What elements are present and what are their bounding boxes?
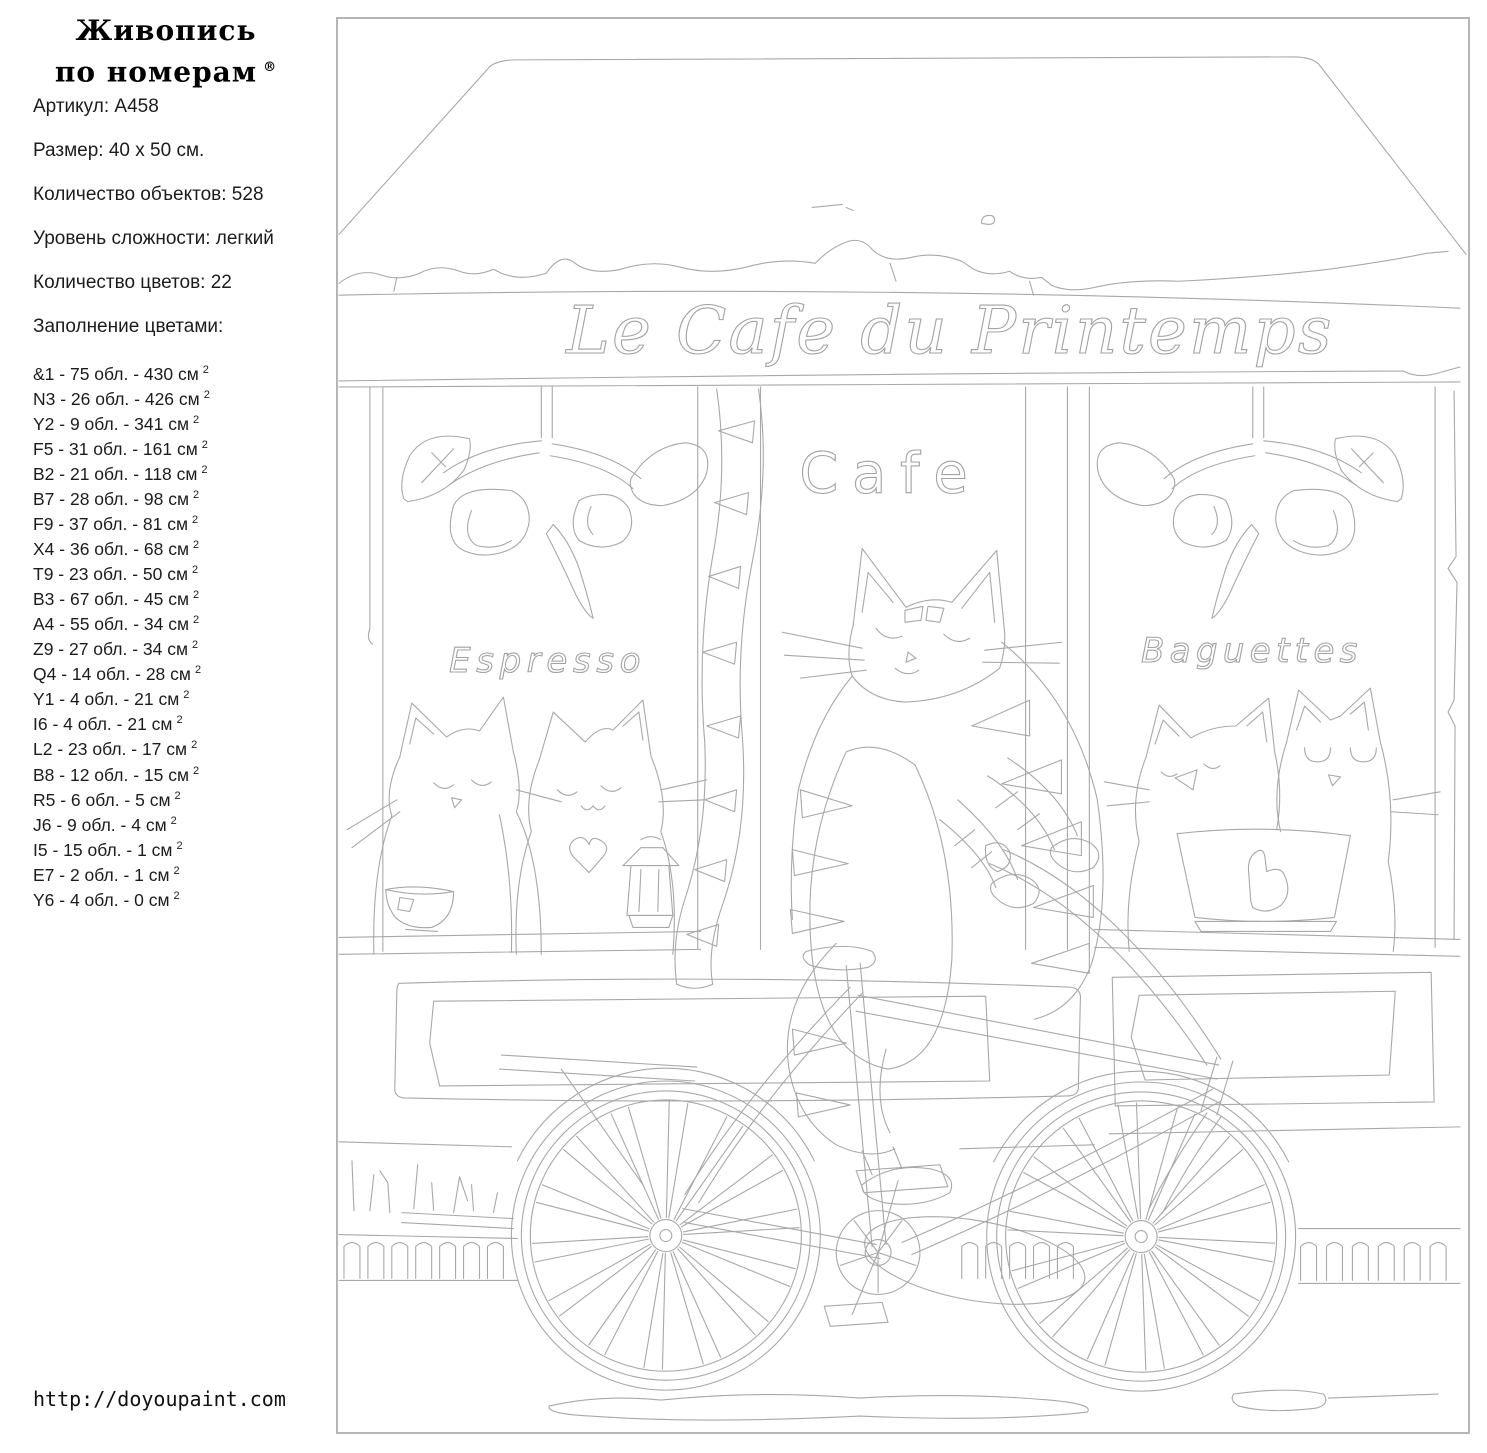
- product-info-panel: [0, 0, 336, 1453]
- color-fill-heading: Заполнение цветами:: [33, 316, 224, 337]
- awning-sign-text: Le Cafe du Printemps: [566, 292, 1334, 370]
- color-list-item: Q4 - 14 обл. - 28 см $^2$: [33, 664, 202, 685]
- spec-color-count: Количество цветов: 22: [33, 272, 232, 293]
- color-list-item: F5 - 31 обл. - 161 см $^2$: [33, 438, 208, 459]
- color-list-item: B3 - 67 обл. - 45 см $^2$: [33, 589, 200, 610]
- brand-line1: Живопись: [75, 14, 257, 47]
- color-list-item: I6 - 4 обл. - 21 см $^2$: [33, 714, 183, 735]
- middle-window: [799, 442, 976, 507]
- chain-guard: [858, 1202, 1092, 1319]
- handlebar: [990, 850, 1221, 1065]
- spec-article: Артикул: A458: [33, 96, 159, 117]
- front-wheel: [987, 1071, 1296, 1391]
- saddle: [803, 946, 875, 970]
- bicycle: [499, 843, 1295, 1391]
- espresso-sign-text: Espresso: [449, 641, 644, 681]
- color-list-item: B7 - 28 обл. - 98 см $^2$: [33, 488, 200, 509]
- brand-logo: [38, 12, 294, 90]
- spec-object-count: Количество объектов: 528: [33, 184, 264, 205]
- rear-wheel: [511, 1068, 820, 1390]
- awning-sign: [339, 291, 1460, 381]
- painting-canvas: [336, 17, 1470, 1434]
- color-list-item: X4 - 36 обл. - 68 см $^2$: [33, 539, 200, 560]
- color-list-item: E7 - 2 обл. - 1 см $^2$: [33, 864, 180, 885]
- color-list-item: T9 - 23 обл. - 50 см $^2$: [33, 564, 199, 585]
- color-list-item: B8 - 12 обл. - 15 см $^2$: [33, 764, 200, 785]
- spec-size: Размер: 40 х 50 см.: [33, 140, 205, 161]
- spec-difficulty: Уровень сложности: легкий: [33, 228, 274, 249]
- color-list-item: Y1 - 4 обл. - 21 см $^2$: [33, 689, 190, 710]
- cafe-sign-text: Cafe: [799, 441, 977, 507]
- color-list-item: Y2 - 9 обл. - 341 см $^2$: [33, 413, 200, 434]
- color-list-item: &1 - 75 обл. - 430 см $^2$: [33, 363, 209, 384]
- bike-frame: [499, 843, 1232, 1259]
- registered-mark: ®: [263, 60, 278, 75]
- right-window: [1097, 387, 1440, 951]
- coffee-cup: [386, 887, 454, 931]
- color-list-item: R5 - 6 обл. - 5 см $^2$: [33, 789, 181, 810]
- website-url: http://doyoupaint.com: [33, 1387, 286, 1411]
- color-list-item: A4 - 55 обл. - 34 см $^2$: [33, 614, 200, 635]
- color-list-item: I5 - 15 обл. - 1 см $^2$: [33, 839, 183, 860]
- art-nouveau-decor-left: [402, 387, 708, 618]
- storefront-frame: [339, 382, 1460, 1420]
- baguettes-sign-text: Baguettes: [1141, 631, 1361, 671]
- brand-line2: по номерам ®: [54, 55, 278, 89]
- color-list-item: L2 - 23 обл. - 17 см $^2$: [33, 739, 198, 760]
- left-window: [347, 387, 708, 954]
- rear-wheel-spokes: [533, 1102, 800, 1369]
- color-list-item: N3 - 26 обл. - 426 см $^2$: [33, 388, 210, 409]
- crank-and-pedals: [824, 1165, 1091, 1327]
- window-cat-right-pair: [1104, 688, 1440, 951]
- color-list-item: F9 - 37 обл. - 81 см $^2$: [33, 514, 199, 535]
- thumb-up-icon: [1248, 850, 1287, 911]
- color-list-item: Y6 - 4 обл. - 0 см $^2$: [33, 889, 180, 910]
- line-art-drawing: [338, 19, 1468, 1432]
- color-fill-list: [33, 360, 210, 911]
- color-list-item: Z9 - 27 обл. - 34 см $^2$: [33, 639, 199, 660]
- art-nouveau-decor-right: [1097, 387, 1403, 618]
- color-list-item: J6 - 9 обл. - 4 см $^2$: [33, 814, 177, 835]
- awning-roof: [339, 57, 1466, 295]
- color-list-item: B2 - 21 обл. - 118 см $^2$: [33, 463, 208, 484]
- front-wheel-spokes: [1008, 1103, 1275, 1370]
- lantern: [623, 837, 679, 928]
- bread-basket: [1177, 829, 1350, 931]
- product-specs: [33, 97, 323, 361]
- rear-fender: [517, 1068, 814, 1161]
